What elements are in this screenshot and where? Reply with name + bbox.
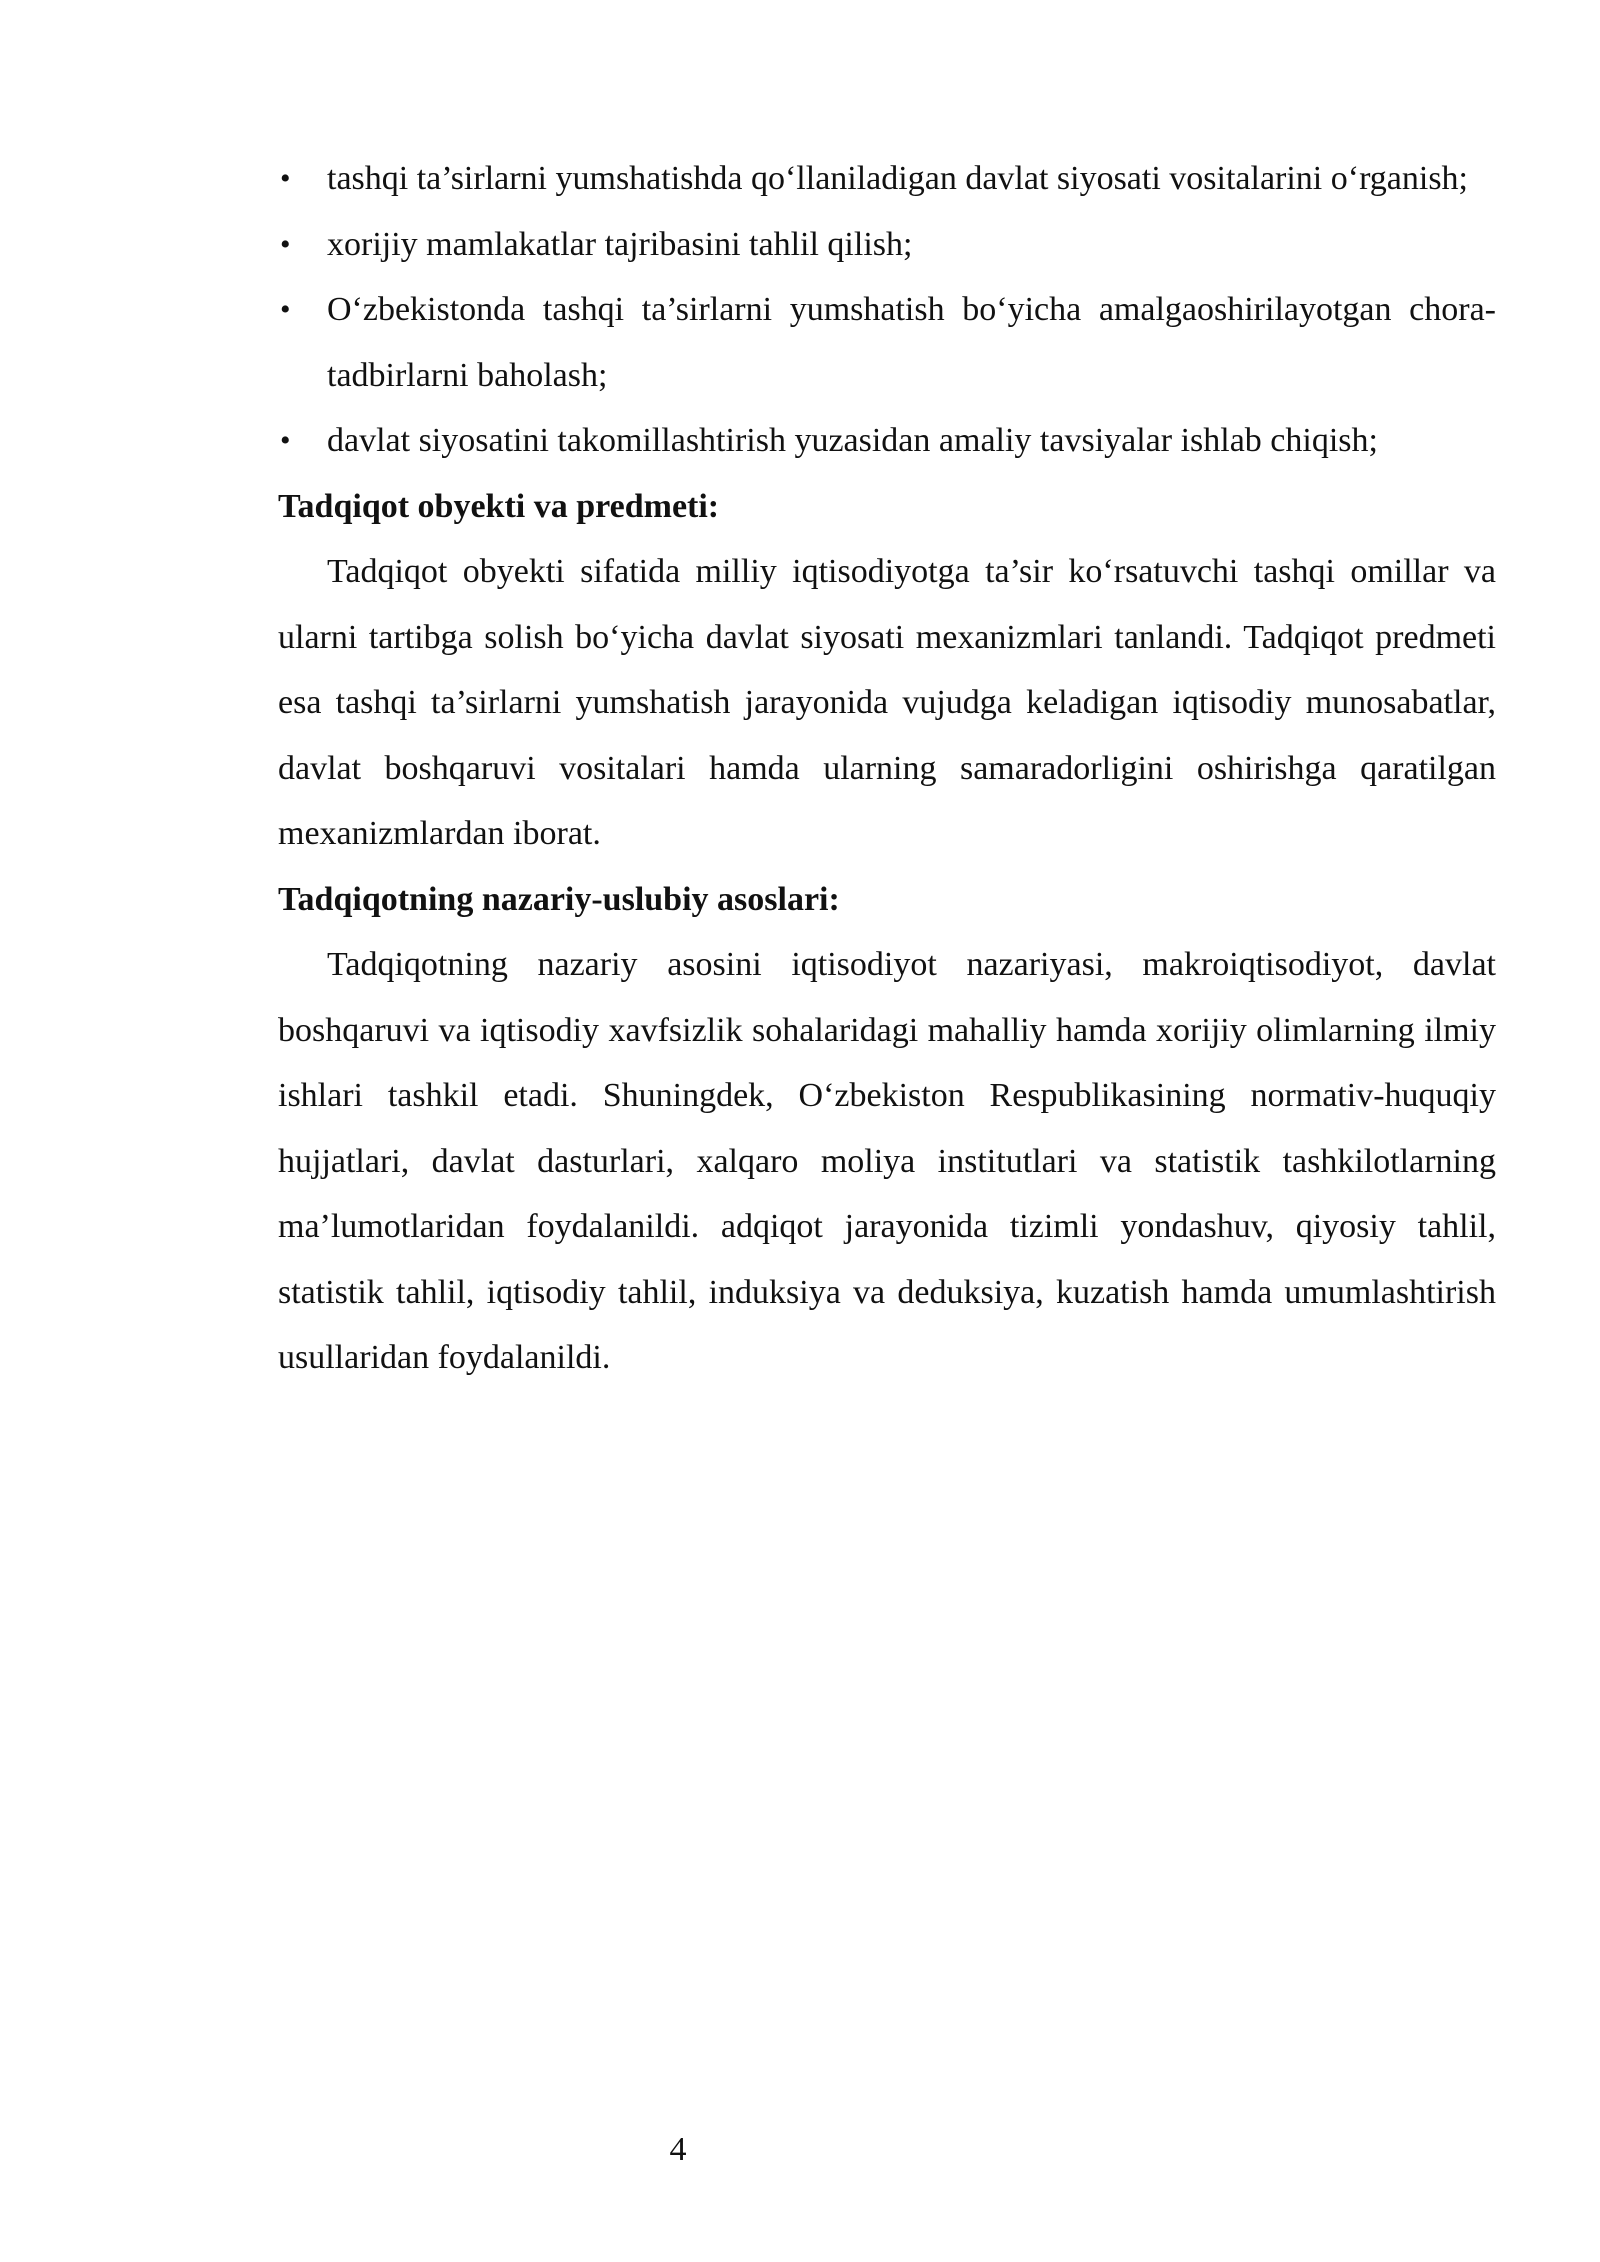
section-paragraph-object: Tadqiqot obyekti sifatida milliy iqtisodiyotga ta’sir ko‘rsatuvchi tashqi omillar va ularni tartibga solish bo‘yicha davlat siyosati mexanizmlari tanlandi. Tadqiqot predmeti esa tashqi ta’sirlarni yumshatish jarayonida vujudga keladigan iqtisodiy munosabatlar, davlat boshqaruvi vositalari hamda ularning samaradorligini oshirishga qaratilgan mexanizmlardan iborat.	[278, 553, 1496, 852]
page-number: 4	[669, 2131, 687, 2168]
list-item	[278, 146, 1496, 212]
section-heading-method: Tadqiqotning nazariy-uslubiy asoslari:	[278, 880, 840, 918]
list-item-text: davlat siyosatini takomillashtirish yuzasidan amaliy tavsiyalar ishlab chiqish;	[327, 422, 1378, 459]
list-item-text: tashqi ta’sirlarni yumshatishda qo‘llaniladigan davlat siyosati vositalarini o‘rganish;	[327, 160, 1468, 197]
document-page	[278, 146, 1496, 1391]
task-list	[278, 146, 1496, 474]
section-paragraph-method: Tadqiqotning nazariy asosini iqtisodiyot nazariyasi, makroiqtisodiyot, davlat boshqaruvi va iqtisodiy xavfsizlik sohalaridagi mahalliy hamda xorijiy olimlarning ilmiy ishlari tashkil etadi. Shuningdek, O‘zbekiston Respublikasining normativ-huquqiy hujjatlari, davlat dasturlari, xalqaro moliya institutlari va statistik tashkilotlarning ma’lumotlaridan foydalanildi. adqiqot jarayonida tizimli yondashuv, qiyosiy tahlil, statistik tahlil, iqtisodiy tahlil, induksiya va deduksiya, kuzatish hamda umumlashtirish usullaridan foydalanildi.	[278, 946, 1496, 1376]
list-item-text: xorijiy mamlakatlar tajribasini tahlil qilish;	[327, 225, 913, 263]
bullet-icon: •	[280, 293, 291, 326]
bullet-icon: •	[280, 227, 291, 261]
bullet-icon: •	[280, 162, 291, 195]
section-heading-object: Tadqiqot obyekti va predmeti:	[278, 487, 720, 525]
bullet-icon: •	[280, 424, 291, 457]
list-item	[278, 277, 1496, 408]
list-item	[278, 408, 1496, 474]
list-item	[278, 212, 1496, 278]
list-item-text: O‘zbekistonda tashqi ta’sirlarni yumshatish bo‘yicha amalgaoshirilayotgan chora-tadbirlarni baholash;	[327, 291, 1496, 394]
